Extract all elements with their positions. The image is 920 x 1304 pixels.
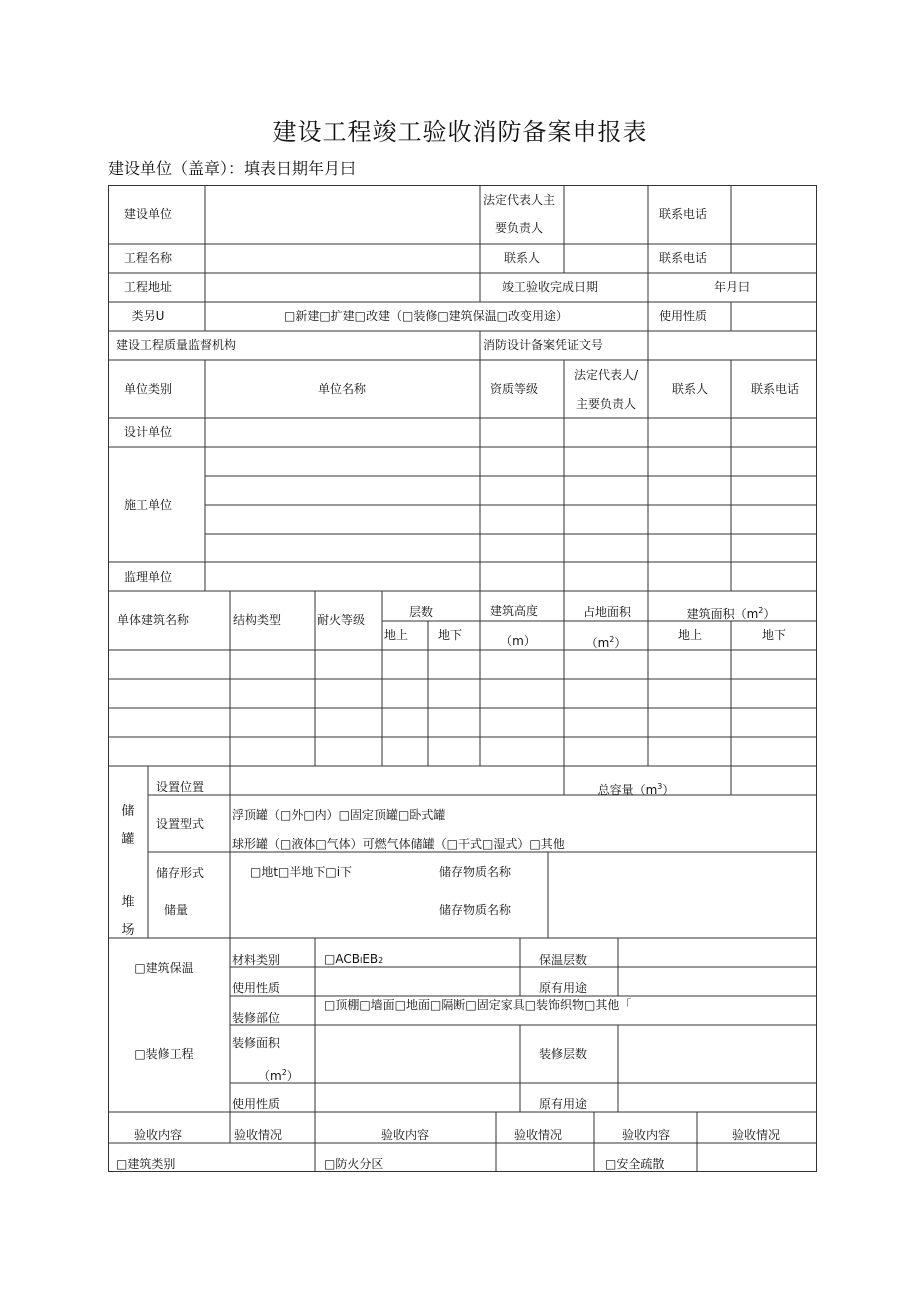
unit-type-header: 单位类别 [123,382,173,396]
supervision-unit-label: 监理单位 [123,570,173,584]
yard-material-name-label: 储存物质名称 [439,903,512,917]
project-name-label: 工程名称 [123,251,173,265]
area-above-header: 地上 [677,628,703,642]
decoration-area-label-line1: 装修面积 [232,1036,281,1050]
tank-material-name-label: 储存物质名称 [439,865,512,879]
building-name-header: 单体建筑名称 [116,613,190,627]
material-value-sub2: 2 [378,956,384,965]
acceptance-date-value: 年月曰 [713,280,751,294]
material-value-b: EB [362,952,379,966]
acceptance-status-header-3: 验收情况 [731,1128,781,1142]
insulation-checkbox-label[interactable]: □建筑保温 [134,961,194,975]
unit-contact-header: 联系人 [671,382,709,396]
decoration-area-label-line2 [258,1066,299,1083]
form-table [108,185,817,1172]
fire-rating-header: 耐火等级 [316,613,366,627]
quality-agency-label: 建设工程质量监督机构 [116,338,237,352]
decoration-area-unit: （m [258,1069,282,1083]
floors-below-header: 地下 [437,628,463,642]
unit-rep-header-line1: 法定代表人/ [573,368,639,382]
storage-form-label: 储存形式 [156,866,205,880]
land-area-unit [586,633,627,650]
tank-capacity-label [598,780,675,797]
insulation-use-nature-label: 使用性质 [232,981,281,995]
decoration-part-options[interactable]: □顶棚□墙面□地面□隔断□固定家具□装饰织物□其他「 [324,998,632,1012]
acceptance-item-evacuation[interactable]: □安全疏散 [605,1157,665,1171]
material-value-a: □ACB [324,952,360,966]
decoration-area-sup: 2 [281,1068,287,1077]
acceptance-item-fire-zoning[interactable]: □防火分区 [324,1157,384,1171]
height-header-line2: （m） [500,634,536,648]
decoration-checkbox-label[interactable]: □装修工程 [134,1047,194,1061]
floors-header: 层数 [408,605,434,619]
land-area-header: 占地面积 [582,605,632,619]
contact-label: 联系人 [503,251,541,265]
tank-type-options-line2[interactable]: 球形罐（□液体□气体）可燃气体储罐（□干式□湿式）□其他 [232,837,565,851]
floor-area-header-sup: 2 [758,606,764,615]
height-header-line1: 建筑高度 [489,604,539,618]
legal-rep-label-line2: 要负责人 [494,221,544,235]
legal-rep-label-line1: 法定代表人主 [482,193,556,207]
unit-phone-header: 联系电话 [750,382,800,396]
floor-area-header [687,604,776,621]
build-unit-label: 建设单位 [123,207,173,221]
structure-header: 结构类型 [232,613,282,627]
category-label: 类另U [131,309,165,323]
construction-unit-label: 施工单位 [123,498,173,512]
category-options[interactable]: □新建□扩建□改建（□装修□建筑保温□改变用途） [283,309,569,323]
floor-area-header-text: 建筑面积（m [686,607,759,621]
insulation-layers-label: 保温层数 [539,953,588,967]
land-area-unit-text: （m [585,636,610,650]
decoration-part-label: 装修部位 [232,1011,281,1025]
unit-rep-header-line2: 主要负责人 [575,397,637,411]
yard-label: 堆场 [121,895,135,938]
table-grid-lines [108,185,817,1172]
qualification-header: 资质等级 [489,382,539,396]
acceptance-content-header-2: 验收内容 [380,1128,430,1142]
insulation-original-use-label: 原有用途 [539,981,588,995]
tank-capacity-sup: 3 [657,782,663,791]
acceptance-date-label: 竣工验收完成日期 [501,280,599,294]
land-area-unit-close: ） [614,636,627,650]
acceptance-content-header-1: 验收内容 [133,1128,183,1142]
tank-capacity-close: ） [662,783,675,797]
storage-form-options[interactable]: □地t□半地下□i下 [250,865,353,879]
tank-type-label: 设置型式 [156,817,205,831]
insulation-material-value[interactable] [324,952,383,968]
tank-label: 储罐 [121,804,135,847]
design-unit-label: 设计单位 [123,425,173,439]
phone-label-2: 联系电话 [658,251,708,265]
tank-capacity-text: 总容量（m [597,783,658,797]
yard-amount-label: 储量 [164,903,189,917]
material-value-sub1: I [359,956,363,965]
decoration-area-close: ） [286,1069,299,1083]
floor-area-header-close: ） [763,607,776,621]
tank-location-label: 设置位置 [156,780,205,794]
phone-label: 联系电话 [658,207,708,221]
tank-type-options-line1[interactable]: 浮顶罐（□外□内）□固定顶罐□卧式罐 [232,808,446,822]
unit-name-header: 单位名称 [317,382,367,396]
decoration-use-nature-label: 使用性质 [232,1097,281,1111]
use-nature-label: 使用性质 [658,309,708,323]
decoration-original-use-label: 原有用途 [539,1097,588,1111]
land-area-unit-sup: 2 [609,635,615,644]
form-subtitle: 建设单位（盖章）：填表日期年月曰 [108,159,357,178]
form-title: 建设工程竣工验收消防备案申报表 [272,118,648,146]
floors-above-header: 地上 [383,628,409,642]
project-address-label: 工程地址 [123,280,173,294]
acceptance-content-header-3: 验收内容 [621,1128,671,1142]
acceptance-status-header-1: 验收情况 [233,1128,283,1142]
acceptance-status-header-2: 验收情况 [513,1128,563,1142]
fire-design-no-label: 消防设计备案凭证文号 [483,338,604,352]
area-below-header: 地下 [761,628,787,642]
decoration-layers-label: 装修层数 [539,1047,588,1061]
acceptance-item-building-category[interactable]: □建筑类别 [116,1157,176,1171]
insulation-material-type-label: 材料类别 [232,953,281,967]
